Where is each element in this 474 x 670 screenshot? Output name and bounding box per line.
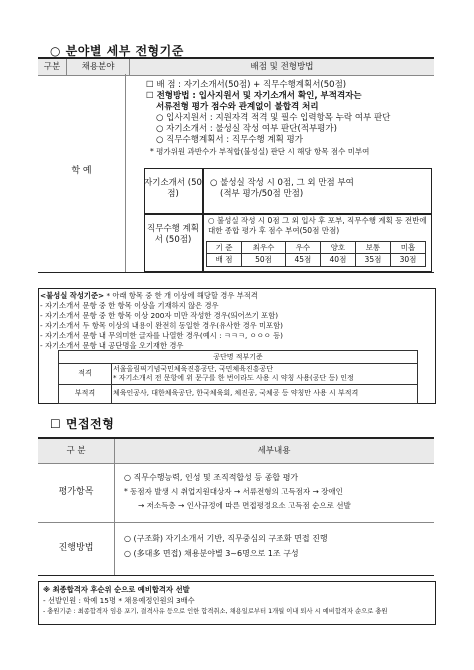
reserve-title: ※ 최종합격자 후순위 순으로 예비합격자 선발 bbox=[43, 585, 190, 594]
name-criteria-header: 공단명 적부기준 bbox=[59, 351, 418, 364]
job-plan-line: ○ 직무수행계획서 : 직무수행 계획 평가 bbox=[156, 135, 303, 145]
method-group: ○ (多대多 면접) 채용분야별 3~6명으로 1조 구성 bbox=[124, 549, 299, 558]
section-title-interview: ☐ 면접전형 bbox=[50, 417, 115, 431]
interview-header-category: 구 분 bbox=[66, 446, 86, 456]
eval-line: ○ 직무수행능력, 인성 및 조직적합성 등 종합 평가 bbox=[124, 473, 299, 482]
reserve-rule: - 충원기준 : 최종합격자 임용 포기, 결격사유 등으로 인한 합격취소, 채용일로부터 1개월 이내 퇴사 시 예비합격자 순으로 충원 bbox=[43, 608, 388, 615]
application-line: ○ 입사지원서 : 지원자격 적격 및 필수 입력항목 누락 여부 판단 bbox=[156, 113, 391, 123]
method-line-2: 서류전형 평가 점수와 관계없이 불합격 처리 bbox=[156, 102, 319, 112]
grade-header: 기 준 bbox=[207, 242, 242, 254]
self-intro-rule: ○ 불성실 작성 시 0점, 그 외 만점 부여 bbox=[210, 178, 354, 188]
notes-item: - 자기소개서 문항 중 한 항목 이상 200자 미만 작성한 경우(띄어쓰기 포함) bbox=[40, 311, 279, 320]
grade-header: 보통 bbox=[355, 242, 390, 254]
header-field: 채용분야 bbox=[67, 58, 130, 76]
criteria-label-ok: 적격 bbox=[59, 364, 112, 385]
grade-header: 최우수 bbox=[242, 242, 286, 254]
eval-tiebreak: * 동점자 발생 시 취업지원대상자 → 서류전형의 고득점자 → 장애인 bbox=[124, 487, 343, 496]
self-intro-line: ○ 자기소개서 : 불성실 작성 여부 판단(적부평가) bbox=[156, 124, 337, 134]
header-category: 구분 bbox=[38, 58, 67, 76]
self-intro-rule-2: (적부 평가/50점 만점) bbox=[220, 188, 304, 199]
header-method: 배점 및 전형방법 bbox=[130, 58, 435, 76]
notes-item: - 자기소개서 문항 내 무의미한 글자를 나열한 경우(예시 : ㅋㅋㅋ, ㅇㅇㅇ 등) bbox=[40, 331, 284, 340]
interview-header-details: 세부내용 bbox=[257, 446, 291, 456]
method-line: ☐ 전형방법 : 입사지원서 및 자기소개서 확인, 부적격자는 bbox=[146, 91, 362, 101]
name-criteria-table bbox=[58, 350, 418, 404]
notes-item: - 자기소개서 문항 내 공단명을 오기재한 경우 bbox=[40, 341, 184, 350]
grade-value: 45점 bbox=[285, 254, 320, 266]
section-title-criteria: ○ 분야별 세부 전형기준 bbox=[50, 44, 184, 58]
method-structured: ○ (구조화) 자기소개서 기반, 직무중심의 구조화 면접 진행 bbox=[124, 534, 328, 543]
notes-subtitle: * 아래 항목 중 한 개 이상에 해당할 경우 부적격 bbox=[106, 291, 258, 300]
grade-header: 양호 bbox=[320, 242, 355, 254]
eval-label: 평가항목 bbox=[58, 487, 94, 497]
grade-header: 우수 bbox=[285, 242, 320, 254]
panel-note: * 평가위원 과반수가 부적합(불성실) 판단 시 해당 항목 점수 미부여 bbox=[150, 147, 370, 156]
grade-header: 미흡 bbox=[390, 242, 425, 254]
notes-item: - 자기소개서 문항 중 한 항목 이상을 기재하지 않은 경우 bbox=[40, 301, 219, 310]
interview-table bbox=[38, 437, 434, 576]
criteria-bad-text: 체육인공사, 대한체육공단, 한국체육회, 체진공, 국체공 등 약칭만 사용 시 부적격 bbox=[112, 384, 418, 403]
grade-value: 배 점 bbox=[207, 254, 242, 266]
grade-value: 30점 bbox=[390, 254, 425, 266]
method-label: 진행방법 bbox=[58, 543, 94, 553]
self-intro-label: 자기소개서 (50점) bbox=[144, 178, 202, 199]
job-plan-text: ○ 불성실 작성 시 0점 그 외 입사 후 포부, 직무수행 계획 등 전반에 대한 종합 평가 후 점수 부여(50점 만점) bbox=[208, 216, 427, 235]
notes-title: <불성실 작성기준> bbox=[40, 291, 105, 300]
grade-value: 50점 bbox=[242, 254, 286, 266]
reserve-count: - 선발인원 : 학예 15명 * 채용예정인원의 3배수 bbox=[43, 596, 195, 605]
criteria-label-bad: 부적격 bbox=[59, 384, 112, 403]
notes-item: - 자기소개서 두 항목 이상의 내용이 완전히 동일한 경우(유사한 경우 미포함) bbox=[40, 321, 283, 330]
grade-table bbox=[206, 241, 426, 267]
grade-value: 40점 bbox=[320, 254, 355, 266]
score-line: ☐ 배 점 : 자기소개서(50점) + 직무수행계획서(50점) bbox=[146, 80, 347, 90]
grade-value: 35점 bbox=[355, 254, 390, 266]
criteria-ok-text: 서울올림픽기념국민체육진흥공단, 국민체육진흥공단 bbox=[113, 365, 273, 373]
criteria-ok-note: * 자기소개서 전 문항에 위 문구를 한 번이라도 사용 시 약칭 사용(공단 등) 인정 bbox=[113, 373, 354, 382]
job-plan-label: 직무수행 계획서 (50점) bbox=[147, 224, 199, 245]
eval-tiebreak-2: → 저소득층 → 인사규정에 따른 면접평정요소 고득점 순으로 선발 bbox=[138, 501, 351, 510]
field-name: 학 예 bbox=[71, 166, 92, 176]
